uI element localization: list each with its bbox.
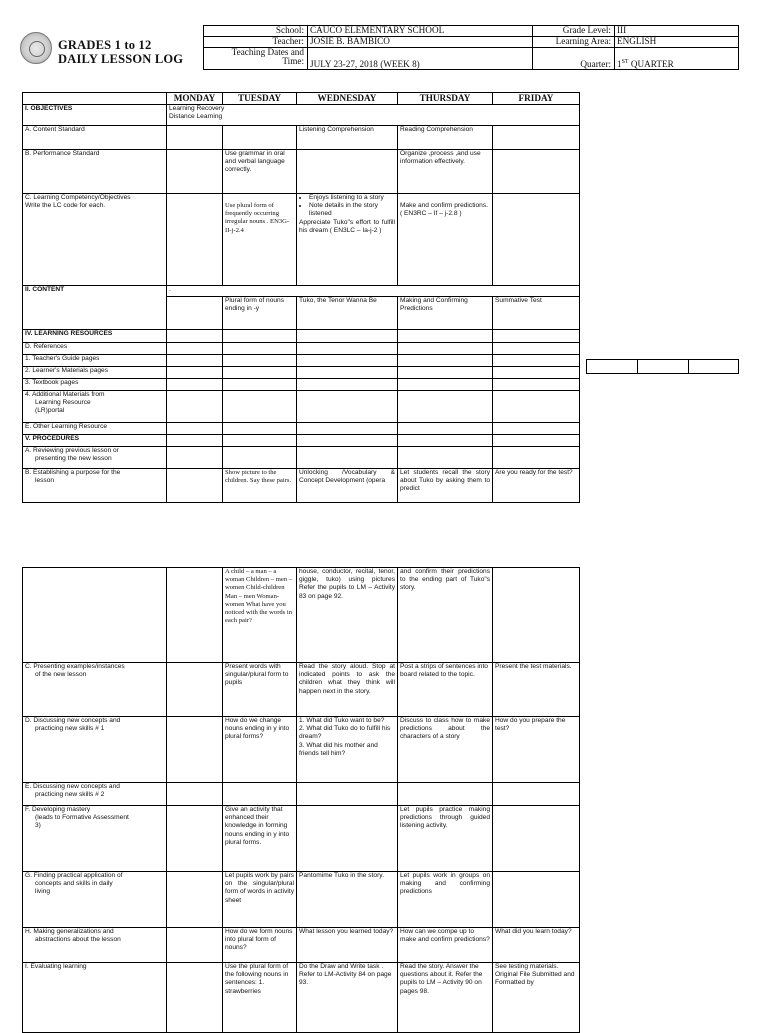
application-label: G. Finding practical application of concepts and skills in daily living [23, 872, 167, 928]
objectives-note: Learning Recovery Distance Learning [167, 105, 580, 126]
evaluating-wednesday: Do the Draw and Write task . Refer to LM-Activity 84 on page 93. [297, 963, 398, 1033]
evaluating-tuesday: Use the plural form of the following nouns in sentences: 1. strawberries [223, 963, 297, 1033]
learning-resources-heading: IV. LEARNING RESOURCES [23, 330, 167, 343]
presenting-examples-label: C. Presenting examples/instances of the new lesson [23, 663, 167, 717]
quarter-label: Quarter: [533, 48, 615, 70]
presenting-friday: Present the test materials. [493, 663, 580, 717]
application-tuesday: Let pupils work by pairs on the singular/plural form of words in activity sheet [223, 872, 297, 928]
discussing-1-label: D. Discussing new concepts and practicing new skills # 1 [23, 717, 167, 783]
presenting-wednesday: Read the story aloud. Stop at indicated points to ask the children what they think will happen next in the story. [297, 663, 398, 717]
content-friday: Summative Test [493, 297, 580, 330]
textbook-pages-label: 3. Textbook pages [23, 379, 167, 391]
additional-materials-label: 4. Additional Materials from Learning Resource (LR)portal [23, 391, 167, 423]
teacher-value: JOSIE B. BAMBICO [308, 37, 533, 48]
learning-competency-label: C. Learning Competency/Objectives Write the LC code for each. [23, 194, 167, 286]
purpose-wednesday: Unlocking /Vocabulary & Concept Development (opera [297, 469, 398, 503]
references-label: D. References [23, 343, 167, 355]
procedures-heading: V. PROCEDURES [23, 435, 167, 447]
presenting-thursday: Post a strips of sentences into board related to the topic. [398, 663, 493, 717]
generalization-wednesday: What lesson you learned today? [297, 928, 398, 963]
lesson-log-table-part1 [22, 92, 580, 503]
purpose-label: B. Establishing a purpose for the lesson [23, 469, 167, 503]
evaluating-thursday: Read the story. Answer the questions about it. Refer the pupils to LM – Activity 90 on pages 98. [398, 963, 493, 1033]
generalization-thursday: How can we compe up to make and confirm predictions? [398, 928, 493, 963]
application-wednesday: Pantomime Tuko in the story. [297, 872, 398, 928]
day-header-thursday: THURSDAY [398, 93, 493, 105]
day-header-friday: FRIDAY [493, 93, 580, 105]
lesson-log-table-part2 [22, 567, 580, 1033]
dates-label: Teaching Dates and Time: [204, 48, 308, 70]
grade-value: III [615, 26, 739, 37]
content-thursday: Making and Confirming Predictions [398, 297, 493, 330]
lc-tuesday: Use plural form of frequently occurring irregular nouns . EN3G-II-j-2.4 [223, 194, 297, 286]
dates-value: JULY 23-27, 2018 (WEEK 8) [308, 48, 533, 70]
discussing-2-label: E. Discussing new concepts and practicing new skills # 2 [23, 783, 167, 806]
area-label: Learning Area: [533, 37, 615, 48]
discussing-1-friday: How do you prepare the test? [493, 717, 580, 783]
purpose-friday: Are you ready for the test? [493, 469, 580, 503]
performance-standard-label: B. Performance Standard [23, 150, 167, 194]
presenting-tuesday: Present words with singular/plural form to pupils [223, 663, 297, 717]
lc-wednesday: • Enjoys listening to a story • Note details in the story listened Appreciate Tuko"s effort to fulfill his dream ( EN3LC – Ia-j-2 ) [297, 194, 398, 286]
doc-title-line1: GRADES 1 to 12 [58, 38, 152, 52]
purpose-tuesday-cont: A child – a man – a woman Children – men – women Child-children Man – men Woman-women What have you noticed with the words in each pair? [223, 568, 297, 663]
generalization-label: H. Making generalizations and abstractions about the lesson [23, 928, 167, 963]
review-label: A. Reviewing previous lesson or presenting the new lesson [23, 447, 167, 469]
generalization-tuesday: How do we form nouns into plural form of nouns? [223, 928, 297, 963]
corner-cell [23, 93, 167, 105]
day-header-monday: MONDAY [167, 93, 223, 105]
cs-wednesday: Listening Comprehension [297, 126, 398, 150]
doc-title-line2: DAILY LESSON LOG [58, 52, 184, 66]
objectives-heading: I. OBJECTIVES [23, 105, 167, 126]
evaluating-friday: See testing materials. Original File Submitted and Formatted by [493, 963, 580, 1033]
discussing-1-thursday: Discuss to class how to make predictions about the characters of a story [398, 717, 493, 783]
discussing-1-tuesday: How do we change nouns ending in y into plural forms? [223, 717, 297, 783]
content-heading: II. CONTENT [23, 286, 167, 330]
day-header-tuesday: TUESDAY [223, 93, 297, 105]
lc-thursday: Make and confirm predictions. ( EN3RC – If – j-2.8 ) [398, 194, 493, 286]
evaluating-label: I. Evaluating learning [23, 963, 167, 1033]
content-wednesday: Tuko, the Tenor Wanna Be [297, 297, 398, 330]
content-standard-label: A. Content Standard [23, 126, 167, 150]
teachers-guide-label: 1. Teacher's Guide pages [23, 355, 167, 367]
day-header-wednesday: WEDNESDAY [297, 93, 398, 105]
learners-materials-label: 2. Learner's Materials pages [23, 367, 167, 379]
school-label: School: [204, 26, 308, 37]
content-tuesday: Plural form of nouns ending in -y [223, 297, 297, 330]
ps-tuesday: Use grammar in oral and verbal language correctly. [223, 150, 297, 194]
application-thursday: Let pupils work in groups on making and confirming predictions [398, 872, 493, 928]
stray-cell-strip [586, 359, 739, 374]
area-value: ENGLISH [615, 37, 739, 48]
purpose-tuesday: Show picture to the children. Say these pairs. [223, 469, 297, 503]
school-value: CAUCO ELEMENTARY SCHOOL [308, 26, 533, 37]
ps-thursday: Organize ,process ,and use information effectively. [398, 150, 493, 194]
cs-thursday: Reading Comprehension [398, 126, 493, 150]
purpose-thursday: Let students recall the story about Tuko by asking them to predict [398, 469, 493, 503]
other-resource-label: E. Other Learning Resource [23, 423, 167, 435]
purpose-thursday-cont: and confirm their predictions to the ending part of Tuko"s story. [398, 568, 493, 663]
mastery-tuesday: Give an activity that enhanced their knowledge in forming nouns ending in y into plural forms. [223, 806, 297, 872]
teacher-label: Teacher: [204, 37, 308, 48]
generalization-friday: What did you learn today? [493, 928, 580, 963]
developing-mastery-label: F. Developing mastery (leads to Formative Assessment 3) [23, 806, 167, 872]
deped-seal-logo [20, 32, 52, 64]
quarter-value: 1ST QUARTER [615, 48, 739, 70]
purpose-wednesday-cont: house, conductor, recital, tenor, giggle, tuko) using pictures Refer the pupils to LM – Activity 83 on page 92. [297, 568, 398, 663]
grade-label: Grade Level: [533, 26, 615, 37]
header-info-table [203, 25, 739, 70]
mastery-thursday: Let pupils practice making predictions through guided listening activity. [398, 806, 493, 872]
content-dot: . [167, 286, 580, 297]
discussing-1-wednesday: 1. What did Tuko want to be? 2. What did Tuko do to fulfill his dream? 3. What did his mother and friends tell him? [297, 717, 398, 783]
